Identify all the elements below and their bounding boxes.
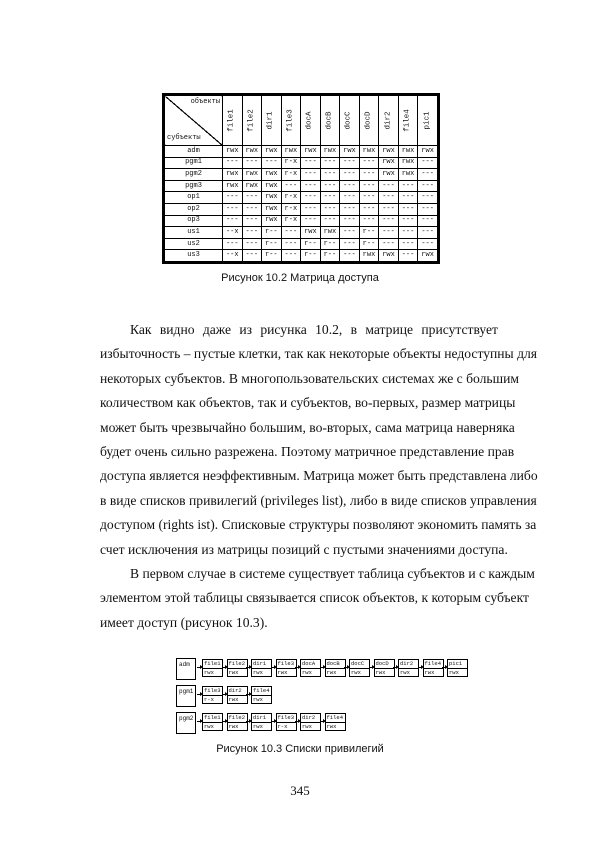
node-object-name: file2 xyxy=(228,714,246,721)
matrix-rights-cell: rwx xyxy=(242,169,262,181)
node-object-name: dir1 xyxy=(252,714,271,723)
matrix-rights-cell: --- xyxy=(379,215,399,227)
matrix-rights-cell: --- xyxy=(281,238,301,250)
privilege-list-node xyxy=(227,659,248,677)
matrix-rights-cell: --- xyxy=(379,203,399,215)
text-line: счет исключения из матрицы позиций с пустыми значениями доступа. xyxy=(100,541,508,557)
matrix-subject-cell: pgm1 xyxy=(165,157,223,169)
matrix-object-header xyxy=(281,96,301,146)
matrix-rights-cell: --- xyxy=(262,157,282,169)
privilege-list-node xyxy=(398,659,419,677)
matrix-rights-cell: --- xyxy=(418,169,438,181)
list-link-arrow xyxy=(320,667,324,668)
matrix-rights-cell: --- xyxy=(281,180,301,192)
text-line: В первом случае в системе существует таблица субъектов и с каждым xyxy=(130,566,535,581)
matrix-rights-cell: rwx xyxy=(379,250,399,262)
matrix-rights-cell: rwx xyxy=(223,169,243,181)
text-line: некоторых субъектов. В многопользовательских системах же с большим xyxy=(100,370,519,386)
privilege-list-node xyxy=(325,713,346,731)
matrix-rights-cell: --- xyxy=(418,192,438,204)
matrix-rights-cell: --- xyxy=(340,215,360,227)
node-object-name: dir2 xyxy=(399,660,418,669)
privilege-list-row xyxy=(176,658,463,680)
matrix-rights-cell: rwx xyxy=(379,157,399,169)
matrix-object-header xyxy=(223,96,243,146)
list-link-arrow xyxy=(222,694,226,695)
matrix-rights-cell: --- xyxy=(242,238,262,250)
matrix-rights-cell: --- xyxy=(242,215,262,227)
matrix-rights-cell: rwx xyxy=(418,146,438,158)
node-rights: rwx xyxy=(449,669,459,676)
privilege-list-node xyxy=(325,659,346,677)
matrix-object-label: file3 xyxy=(286,108,295,132)
matrix-rights-cell: rwx xyxy=(262,203,282,215)
node-rights: rwx xyxy=(302,723,312,730)
matrix-rights-cell: --- xyxy=(340,192,360,204)
text-line: имеет доступ (рисунок 10.3). xyxy=(100,614,268,630)
matrix-rights-cell: --- xyxy=(340,157,360,169)
matrix-rights-cell: rwx xyxy=(320,227,340,239)
node-rights: rwx xyxy=(253,696,263,703)
matrix-rights-cell: --- xyxy=(418,215,438,227)
privilege-lists-figure xyxy=(176,658,463,734)
privilege-list-node xyxy=(202,659,223,677)
figure-10-2-caption: Рисунок 10.2 Матрица доступа xyxy=(221,272,379,284)
matrix-object-label: docB xyxy=(325,111,334,130)
text-line: может быть чрезвычайно большим, во-вторых, сама матрица наверняка xyxy=(100,419,515,435)
node-rights: rwx xyxy=(204,669,214,676)
matrix-rights-cell: --- xyxy=(340,227,360,239)
matrix-rights-cell: --- xyxy=(359,192,379,204)
privilege-list-node xyxy=(202,713,223,731)
matrix-rights-cell: rwx xyxy=(262,192,282,204)
list-link-arrow xyxy=(369,667,373,668)
node-rights: rwx xyxy=(253,669,263,676)
list-link-arrow xyxy=(246,721,250,722)
access-matrix-table xyxy=(164,95,438,262)
text-line: будет очень сильно разрежена. Поэтому матричное представление прав xyxy=(100,444,515,460)
body-paragraph-2 xyxy=(100,562,535,635)
matrix-object-label: dir1 xyxy=(266,111,275,130)
matrix-rights-cell: --- xyxy=(379,180,399,192)
matrix-subject-cell: op3 xyxy=(165,215,223,227)
matrix-rights-cell: rwx xyxy=(242,146,262,158)
matrix-rights-cell: rwx xyxy=(359,146,379,158)
matrix-rights-cell: --x xyxy=(223,250,243,262)
node-object-name: dir2 xyxy=(301,714,320,723)
matrix-object-header xyxy=(359,96,379,146)
matrix-rights-cell: r-- xyxy=(262,227,282,239)
matrix-rights-cell: rwx xyxy=(301,227,321,239)
matrix-subject-cell: pgm2 xyxy=(165,169,223,181)
list-link-arrow xyxy=(271,667,275,668)
node-rights: rwx xyxy=(228,723,239,730)
matrix-rights-cell: --- xyxy=(418,227,438,239)
privilege-list-subject: adm xyxy=(176,658,196,680)
matrix-rights-cell: --- xyxy=(359,203,379,215)
matrix-rights-cell: --x xyxy=(223,227,243,239)
matrix-rights-cell: r-x xyxy=(281,169,301,181)
matrix-rights-cell: --- xyxy=(223,238,243,250)
matrix-rights-cell: --- xyxy=(301,157,321,169)
matrix-rights-cell: --- xyxy=(320,180,340,192)
matrix-rights-cell: --- xyxy=(340,180,360,192)
matrix-rights-cell: --- xyxy=(242,203,262,215)
matrix-rights-cell: --- xyxy=(418,238,438,250)
matrix-row xyxy=(165,238,438,250)
matrix-rights-cell: r-- xyxy=(262,238,282,250)
matrix-rights-cell: r-x xyxy=(281,157,301,169)
node-rights: rwx xyxy=(424,669,435,676)
matrix-rights-cell: r-- xyxy=(320,238,340,250)
text-line: Как видно даже из рисунка 10.2, в матрице присутствует xyxy=(130,322,498,337)
matrix-row xyxy=(165,157,438,169)
list-link-arrow xyxy=(442,667,446,668)
matrix-rights-cell: rwx xyxy=(398,157,418,169)
matrix-rights-cell: --- xyxy=(281,227,301,239)
matrix-rights-cell: r-- xyxy=(301,250,321,262)
access-matrix-figure xyxy=(162,93,440,264)
matrix-object-header xyxy=(320,96,340,146)
node-object-name: docD xyxy=(375,660,394,669)
node-rights: rwx xyxy=(228,669,239,676)
matrix-rights-cell: rwx xyxy=(262,180,282,192)
node-object-name: dir1 xyxy=(252,660,271,669)
node-rights: rwx xyxy=(277,669,288,676)
node-object-name: file2 xyxy=(228,660,246,667)
node-object-name: file3 xyxy=(277,660,295,667)
matrix-corner-cell xyxy=(165,96,223,146)
matrix-row xyxy=(165,215,438,227)
node-object-name: pic1 xyxy=(448,660,467,669)
subjects-axis-label: субъекты xyxy=(167,134,201,142)
matrix-rights-cell: rwx xyxy=(262,169,282,181)
matrix-rights-cell: --- xyxy=(398,250,418,262)
matrix-rights-cell: --- xyxy=(320,203,340,215)
matrix-rights-cell: r-- xyxy=(359,227,379,239)
list-link-arrow xyxy=(222,667,226,668)
matrix-rights-cell: rwx xyxy=(418,250,438,262)
privilege-list-node xyxy=(251,659,272,677)
node-object-name: file3 xyxy=(277,714,295,721)
matrix-row xyxy=(165,180,438,192)
matrix-rights-cell: --- xyxy=(398,215,418,227)
matrix-rights-cell: --- xyxy=(320,157,340,169)
matrix-rights-cell: --- xyxy=(301,192,321,204)
page-number: 345 xyxy=(290,783,310,798)
matrix-rights-cell: --- xyxy=(320,169,340,181)
text-line: избыточность – пустые клетки, так как некоторые объекты недоступны для xyxy=(100,346,538,362)
matrix-rights-cell: rwx xyxy=(223,146,243,158)
matrix-rights-cell: --- xyxy=(242,250,262,262)
matrix-rights-cell: --- xyxy=(398,238,418,250)
matrix-object-label: file4 xyxy=(403,108,412,132)
list-link-arrow xyxy=(344,667,348,668)
matrix-rights-cell: rwx xyxy=(359,250,379,262)
matrix-object-label: docD xyxy=(364,111,373,130)
matrix-rights-cell: --- xyxy=(223,192,243,204)
matrix-rights-cell: rwx xyxy=(242,180,262,192)
matrix-row xyxy=(165,203,438,215)
matrix-rights-cell: rwx xyxy=(301,146,321,158)
matrix-rights-cell: --- xyxy=(398,180,418,192)
matrix-rights-cell: rwx xyxy=(281,146,301,158)
privilege-list-node xyxy=(276,713,297,731)
node-object-name: file1 xyxy=(204,660,221,667)
matrix-object-header xyxy=(340,96,360,146)
matrix-rights-cell: r-x xyxy=(281,215,301,227)
text-line: количеством как объектов, так и субъектов, во-первых, размер матрицы xyxy=(100,395,516,411)
matrix-rights-cell: --- xyxy=(340,250,360,262)
list-link-arrow xyxy=(197,694,201,695)
matrix-row xyxy=(165,146,438,158)
list-link-arrow xyxy=(295,667,299,668)
list-link-arrow xyxy=(393,667,397,668)
matrix-rights-cell: rwx xyxy=(379,146,399,158)
list-link-arrow xyxy=(246,694,250,695)
node-rights: rwx xyxy=(253,723,263,730)
matrix-rights-cell: r-- xyxy=(301,238,321,250)
list-link-arrow xyxy=(418,667,422,668)
matrix-rights-cell: --- xyxy=(242,157,262,169)
matrix-row xyxy=(165,250,438,262)
matrix-rights-cell: --- xyxy=(301,180,321,192)
matrix-rights-cell: rwx xyxy=(262,146,282,158)
privilege-list-node xyxy=(251,686,272,704)
matrix-rights-cell: r-- xyxy=(359,238,379,250)
matrix-rights-cell: --- xyxy=(359,180,379,192)
matrix-object-header xyxy=(398,96,418,146)
matrix-rights-cell: --- xyxy=(398,227,418,239)
matrix-rights-cell: --- xyxy=(301,203,321,215)
node-object-name: docC xyxy=(350,660,369,669)
list-link-arrow xyxy=(271,721,275,722)
node-rights: rwx xyxy=(302,669,312,676)
matrix-subject-cell: us2 xyxy=(165,238,223,250)
matrix-object-label: dir2 xyxy=(384,111,393,130)
text-line: доступа является неэффективным. Матрица может быть представлена либо xyxy=(100,468,538,484)
matrix-rights-cell: --- xyxy=(242,192,262,204)
privilege-list-node xyxy=(251,713,272,731)
node-rights: rwx xyxy=(326,669,337,676)
node-object-name: file4 xyxy=(424,660,442,667)
matrix-rights-cell: r-x xyxy=(281,203,301,215)
privilege-list-node xyxy=(202,686,223,704)
node-rights: rwx xyxy=(375,669,386,676)
privilege-list-node xyxy=(447,659,468,677)
body-paragraph-1 xyxy=(100,318,538,562)
node-rights: rwx xyxy=(400,669,410,676)
node-rights: rwx xyxy=(228,696,239,703)
matrix-object-header xyxy=(301,96,321,146)
matrix-object-header xyxy=(418,96,438,146)
node-object-name: file4 xyxy=(253,687,270,694)
matrix-rights-cell: rwx xyxy=(320,146,340,158)
matrix-rights-cell: rwx xyxy=(223,180,243,192)
objects-axis-label: объекты xyxy=(190,98,220,106)
matrix-rights-cell: --- xyxy=(418,180,438,192)
matrix-rights-cell: --- xyxy=(340,238,360,250)
matrix-subject-cell: adm xyxy=(165,146,223,158)
matrix-rights-cell: rwx xyxy=(340,146,360,158)
matrix-row xyxy=(165,192,438,204)
matrix-subject-cell: pgm3 xyxy=(165,180,223,192)
privilege-list-node xyxy=(374,659,395,677)
list-link-arrow xyxy=(222,721,226,722)
node-rights: rwx xyxy=(326,723,337,730)
matrix-subject-cell: op2 xyxy=(165,203,223,215)
node-rights: r-x xyxy=(277,723,288,730)
matrix-subject-cell: us3 xyxy=(165,250,223,262)
text-line: элементом этой таблицы связывается список объектов, к которым субъект xyxy=(100,590,529,606)
matrix-rights-cell: --- xyxy=(418,157,438,169)
matrix-rights-cell: --- xyxy=(320,192,340,204)
matrix-rights-cell: --- xyxy=(223,157,243,169)
node-object-name: docB xyxy=(326,660,345,669)
matrix-rights-cell: --- xyxy=(398,203,418,215)
matrix-rights-cell: --- xyxy=(398,192,418,204)
node-object-name: file1 xyxy=(204,714,221,721)
matrix-subject-cell: op1 xyxy=(165,192,223,204)
matrix-object-label: docA xyxy=(305,111,314,130)
matrix-object-label: pic1 xyxy=(423,111,432,130)
matrix-rights-cell: rwx xyxy=(262,215,282,227)
privilege-list-subject: pgm1 xyxy=(176,685,196,707)
privilege-list-node xyxy=(300,713,321,731)
list-link-arrow xyxy=(295,721,299,722)
matrix-subject-cell: us1 xyxy=(165,227,223,239)
privilege-list-node xyxy=(349,659,370,677)
matrix-rights-cell: --- xyxy=(242,227,262,239)
node-rights: r-x xyxy=(204,696,214,703)
matrix-rights-cell: --- xyxy=(379,192,399,204)
node-object-name: docA xyxy=(301,660,320,669)
node-rights: rwx xyxy=(351,669,361,676)
matrix-rights-cell: --- xyxy=(379,227,399,239)
node-object-name: file4 xyxy=(326,714,344,721)
matrix-rights-cell: --- xyxy=(223,203,243,215)
list-link-arrow xyxy=(197,667,201,668)
matrix-rights-cell: r-x xyxy=(281,192,301,204)
privilege-list-node xyxy=(227,713,248,731)
matrix-rights-cell: --- xyxy=(359,215,379,227)
matrix-rights-cell: --- xyxy=(320,215,340,227)
matrix-object-label: file1 xyxy=(227,108,236,132)
matrix-rights-cell: --- xyxy=(359,157,379,169)
matrix-rights-cell: r-- xyxy=(320,250,340,262)
matrix-object-header xyxy=(379,96,399,146)
privilege-list-node xyxy=(423,659,444,677)
text-line: в виде списков привилегий (privileges list), либо в виде списков управления xyxy=(100,492,537,508)
text-line: доступом (rights ist). Списковые структуры позволяют экономить память за xyxy=(100,517,537,533)
privilege-list-node xyxy=(276,659,297,677)
matrix-object-header xyxy=(262,96,282,146)
matrix-object-header xyxy=(242,96,262,146)
privilege-list-node xyxy=(300,659,321,677)
matrix-rights-cell: --- xyxy=(340,169,360,181)
privilege-list-row xyxy=(176,685,460,707)
privilege-list-subject: pgm2 xyxy=(176,712,196,734)
list-link-arrow xyxy=(320,721,324,722)
matrix-object-label: file2 xyxy=(247,108,256,132)
matrix-rights-cell: rwx xyxy=(398,169,418,181)
matrix-rights-cell: rwx xyxy=(379,169,399,181)
matrix-object-label: docC xyxy=(344,111,353,130)
node-object-name: dir2 xyxy=(228,687,247,696)
matrix-rights-cell: --- xyxy=(281,250,301,262)
node-object-name: file3 xyxy=(204,687,221,694)
figure-10-3-caption: Рисунок 10.3 Списки привилегий xyxy=(216,743,384,755)
matrix-rights-cell: r-- xyxy=(262,250,282,262)
matrix-rights-cell: --- xyxy=(340,203,360,215)
matrix-row xyxy=(165,227,438,239)
matrix-rights-cell: --- xyxy=(359,169,379,181)
matrix-rights-cell: --- xyxy=(301,215,321,227)
privilege-list-node xyxy=(227,686,248,704)
matrix-row xyxy=(165,169,438,181)
matrix-rights-cell: --- xyxy=(379,238,399,250)
matrix-rights-cell: --- xyxy=(301,169,321,181)
list-link-arrow xyxy=(197,721,201,722)
matrix-rights-cell: --- xyxy=(223,215,243,227)
privilege-list-row xyxy=(176,712,460,734)
node-rights: rwx xyxy=(204,723,214,730)
matrix-rights-cell: --- xyxy=(418,203,438,215)
matrix-rights-cell: rwx xyxy=(398,146,418,158)
list-link-arrow xyxy=(246,667,250,668)
